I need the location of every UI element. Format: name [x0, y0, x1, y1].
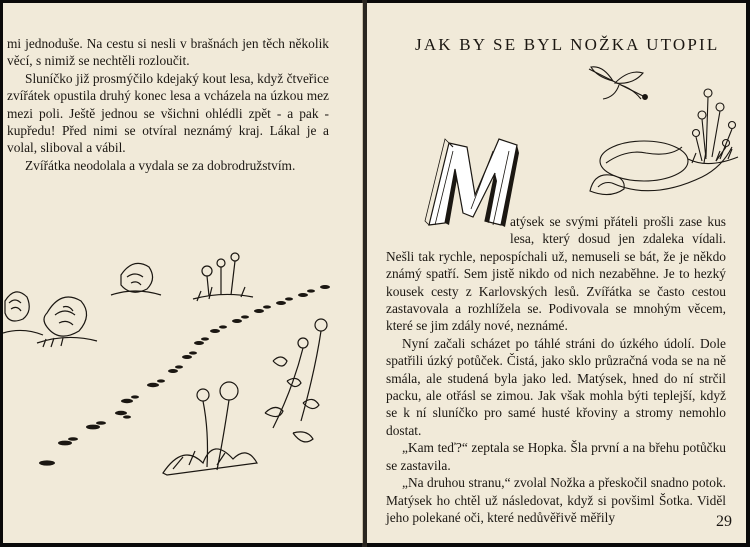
dandelion-icon	[163, 382, 257, 475]
drop-cap-spacer	[386, 213, 510, 247]
paragraph: Zvířátka neodolala a vydala se za dobrodružstvím.	[25, 157, 296, 173]
right-page	[367, 3, 746, 543]
paragraph: Sluníčko již prosmýčilo kdejaký kout lesa, když čtveřice zvířátek opustila druhý konec lesa a vcházela na úzkou mez mezi poli. Ještě jednou se všichni ohlédli zpět - a pak - kupředu! Před nimi se otvíral neznámý kraj. Lákal je a volal, sliboval a vábil.	[7, 70, 329, 156]
paragraph: Nyní začali scházet po táhlé stráni do úzkého údolí. Dole spatřili úzký potůček. Čistá, jako sklo průzračná voda se na ně smála, ale studená byla jako led. Matýsek, hned do ní strčil packu, ale otřásl se zimou. Jak však mohla býti teplejší, když se k ní sluníčko pro samé husté křoviny a stromy nemohlo dostat.	[386, 335, 726, 438]
flowers-top-icon	[193, 253, 253, 301]
bush-middle-icon	[37, 297, 97, 347]
paragraph: „Na druhou stranu,“ zvolal Nožka a přeskočil snadno potok. Matýsek ho chtěl už následovat, když si povšiml Šotka. Viděl jeho polekané oči, které nedůvěřivě měřily	[386, 475, 726, 525]
paragraph: atýsek se svými přáteli prošli zase kus lesa, který dosud jen zdaleka vídali. Nešli tak rychle, nepospíchali už, nemuseli se bát, že je někdo známý spatří. Sem jistě nikdo od nich nezaběhne. Je to hezký kousek cesty z Karlovských lesů. Zvířátka se často cestou zastavovala a rozhlížela se. Podivovala se mnohým věcem, které se jim zdály nové, neznámé.	[386, 214, 726, 334]
footprints-meadow-illustration	[3, 243, 362, 543]
stream-stones-flowers-illustration	[592, 63, 742, 203]
left-page-text	[7, 35, 329, 174]
flower-cluster-icon	[688, 89, 738, 164]
stone-icon	[590, 175, 624, 195]
paragraph: mi jednoduše. Na cestu si nesli v brašnách jen těch několik věcí, s nimiž se nechtěli rozloučit.	[7, 36, 329, 69]
bush-left-icon	[3, 292, 43, 335]
footprints-trail	[39, 285, 330, 466]
bush-upper-icon	[111, 263, 161, 295]
right-page-text	[386, 213, 726, 526]
left-page	[3, 3, 363, 543]
paragraph: „Kam teď?“ zeptala se Hopka. Šla první a na břehu potůčku se zastavila.	[386, 440, 726, 473]
chapter-title: JAK BY SE BYL NOŽKA UTOPIL	[415, 35, 720, 54]
page-number: 29	[716, 513, 732, 530]
clover-icon	[265, 319, 327, 442]
